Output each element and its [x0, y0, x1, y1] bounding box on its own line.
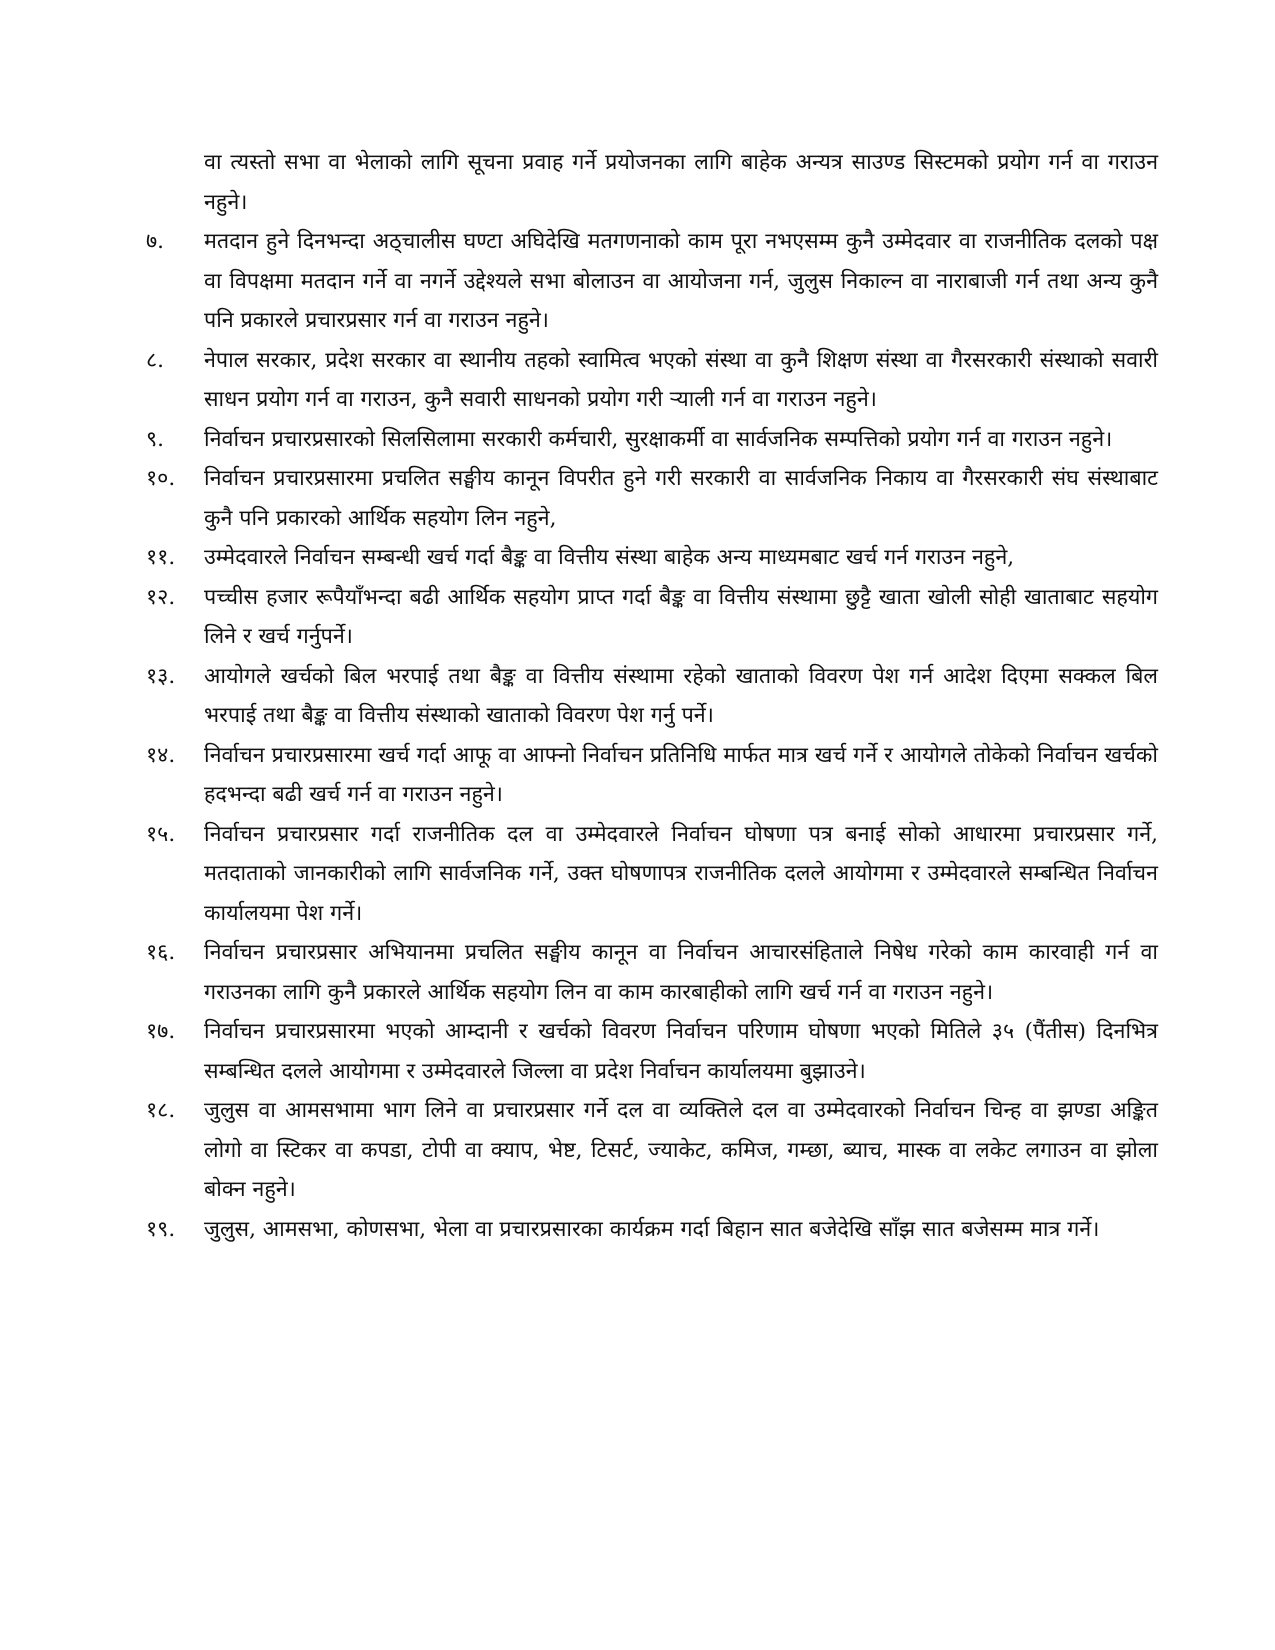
list-item-14	[146, 736, 1158, 815]
list-item-16	[146, 933, 1158, 1012]
item-text: निर्वाचन प्रचारप्रसारको सिलसिलामा सरकारी कर्मचारी, सुरक्षाकर्मी वा सार्वजनिक सम्पत्तिको प्रयोग गर्न वा गराउन नहुने।	[204, 426, 1113, 452]
list-item-19	[146, 1210, 1158, 1250]
item-text: निर्वाचन प्रचारप्रसार अभियानमा प्रचलित सङ्घीय कानून वा निर्वाचन आचारसंहिताले निषेध गरेको काम कारवाही गर्न वा गराउनका लागि कुनै प्रकारले आर्थिक सहयोग लिन वा काम कारबाहीको लागि खर्च गर्न वा गराउन नहुने।	[204, 940, 1158, 1005]
item-text: निर्वाचन प्रचारप्रसारमा प्रचलित सङ्घीय कानून विपरीत हुने गरी सरकारी वा सार्वजनिक निकाय वा गैरसरकारी संघ संस्थाबाट कुनै पनि प्रकारको आर्थिक सहयोग लिन नहुने,	[204, 466, 1158, 531]
list-item-12	[146, 578, 1158, 657]
item-number: १२.	[146, 584, 176, 610]
item-text: निर्वाचन प्रचारप्रसारमा भएको आम्दानी र खर्चको विवरण निर्वाचन परिणाम घोषणा भएको मितिले ३५ (पैंतीस) दिनभित्र सम्बन्धित दलले आयोगमा र उम्मेदवारले जिल्ला वा प्रदेश निर्वाचन कार्यालयमा बुझाउने।	[204, 1019, 1158, 1084]
list-item-18	[146, 1091, 1158, 1210]
document-page	[146, 143, 1158, 1249]
list-item-13	[146, 657, 1158, 736]
item-number: १०.	[146, 466, 176, 491]
item-number: १३.	[146, 663, 176, 689]
item-text: पच्चीस हजार रूपैयाँभन्दा बढी आर्थिक सहयोग प्राप्त गर्दा बैङ्क वा वित्तीय संस्थामा छुट्टै खाता खोली सोही खाताबाट सहयोग लिने र खर्च गर्नुपर्ने।	[204, 584, 1158, 649]
list-item-11	[146, 538, 1158, 578]
list-item-9	[146, 420, 1158, 460]
item-text: जुलुस वा आमसभामा भाग लिने वा प्रचारप्रसार गर्ने दल वा व्यक्तिले दल वा उम्मेदवारको निर्वाचन चिन्ह वा झण्डा अङ्कित लोगो वा स्टिकर वा कपडा, टोपी वा क्याप, भेष्ट, टिसर्ट, ज्याकेट, कमिज, गम्छा, ब्याच, मास्क वा लकेट लगाउन वा झोला बोक्न नहुने।	[204, 1098, 1158, 1202]
item-number: १७.	[146, 1019, 176, 1044]
list-item-7	[146, 222, 1158, 341]
item-text: वा त्यस्तो सभा वा भेलाको लागि सूचना प्रवाह गर्ने प्रयोजनका लागि बाहेक अन्यत्र साउण्ड सिस्टमको प्रयोग गर्न वा गराउन नहुने।	[204, 150, 1158, 215]
item-number: १८.	[146, 1098, 176, 1123]
list-item-15	[146, 815, 1158, 934]
item-text: उम्मेदवारले निर्वाचन सम्बन्धी खर्च गर्दा बैङ्क वा वित्तीय संस्था बाहेक अन्य माध्यमबाट खर्च गर्न गराउन नहुने,	[204, 545, 1015, 570]
item-text: आयोगले खर्चको बिल भरपाई तथा बैङ्क वा वित्तीय संस्थामा रहेको खाताको विवरण पेश गर्न आदेश दिएमा सक्कल बिल भरपाई तथा बैङ्क वा वित्तीय संस्थाको खाताको विवरण पेश गर्नु पर्ने।	[204, 663, 1158, 728]
item-number: १९.	[146, 1216, 176, 1242]
list-item-17	[146, 1012, 1158, 1091]
item-number: ९.	[146, 426, 165, 452]
item-number: १५.	[146, 821, 176, 847]
item-text: जुलुस, आमसभा, कोणसभा, भेला वा प्रचारप्रसारका कार्यक्रम गर्दा बिहान सात बजेदेखि साँझ सात बजेसम्म मात्र गर्ने।	[204, 1216, 1100, 1242]
item-number: ७.	[146, 229, 165, 254]
item-text: निर्वाचन प्रचारप्रसार गर्दा राजनीतिक दल वा उम्मेदवारले निर्वाचन घोषणा पत्र बनाई सोको आधारमा प्रचारप्रसार गर्ने, मतदाताको जानकारीको लागि सार्वजनिक गर्ने, उक्त घोषणापत्र राजनीतिक दलले आयोगमा र उम्मेदवारले सम्बन्धित निर्वाचन कार्यालयमा पेश गर्ने।	[204, 821, 1158, 926]
item-number: ८.	[146, 347, 165, 373]
item-text: मतदान हुने दिनभन्दा अठ्चालीस घण्टा अघिदेखि मतगणनाको काम पूरा नभएसम्म कुनै उम्मेदवार वा राजनीतिक दलको पक्ष वा विपक्षमा मतदान गर्ने वा नगर्ने उद्देश्यले सभा बोलाउन वा आयोजना गर्न, जुलुस निकाल्न वा नाराबाजी गर्न तथा अन्य कुनै पनि प्रकारले प्रचारप्रसार गर्न वा गराउन नहुने।	[204, 229, 1158, 333]
item-text: निर्वाचन प्रचारप्रसारमा खर्च गर्दा आफू वा आफ्नो निर्वाचन प्रतिनिधि मार्फत मात्र खर्च गर्ने र आयोगले तोकेको निर्वाचन खर्चको हदभन्दा बढी खर्च गर्न वा गराउन नहुने।	[204, 742, 1158, 807]
item-number: १४.	[146, 742, 176, 768]
item-number: १६.	[146, 940, 176, 965]
item-text: नेपाल सरकार, प्रदेश सरकार वा स्थानीय तहको स्वामित्व भएको संस्था वा कुनै शिक्षण संस्था वा गैरसरकारी संस्थाको सवारी साधन प्रयोग गर्न वा गराउन, कुनै सवारी साधनको प्रयोग गरी र्‍याली गर्न वा गराउन नहुने।	[204, 347, 1158, 412]
item-number: ११.	[146, 545, 176, 570]
list-item-10	[146, 459, 1158, 538]
list-item-8	[146, 341, 1158, 420]
continuation-paragraph	[146, 143, 1158, 222]
